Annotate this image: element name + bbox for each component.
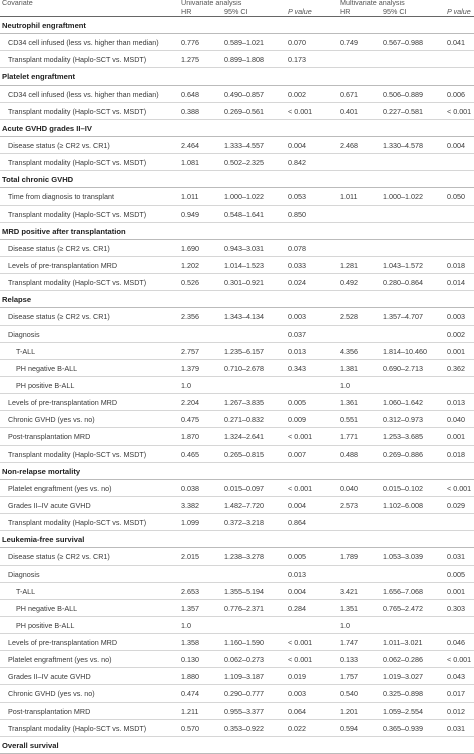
- section-heading: Total chronic GVHD: [2, 175, 74, 185]
- cell-multivariate-hr: 2.528: [340, 312, 358, 322]
- cell-multivariate-ci: 1.656–7.068: [383, 586, 423, 596]
- cell-multivariate-p: < 0.001: [447, 106, 472, 116]
- table-row: [0, 617, 474, 634]
- cell-univariate-ci: 1.014–1.523: [224, 260, 264, 270]
- cell-multivariate-hr: 4.356: [340, 346, 358, 356]
- cell-univariate-ci: 0.265–0.815: [224, 449, 264, 459]
- cell-multivariate-hr: 0.040: [340, 483, 358, 493]
- cell-multivariate-p: 0.001: [447, 432, 465, 442]
- cell-univariate-p: 0.004: [288, 140, 306, 150]
- cell-univariate-p: 0.037: [288, 329, 306, 339]
- cell-univariate-p: 0.002: [288, 89, 306, 99]
- cell-univariate-p: 0.033: [288, 260, 306, 270]
- cell-multivariate-ci: 0.690–2.713: [383, 363, 423, 373]
- table-row: [0, 154, 474, 171]
- section-heading-row: [0, 17, 474, 34]
- header-univariate-p: P value: [288, 7, 312, 16]
- table-row: [0, 51, 474, 68]
- covariate-label: Grades II–IV acute GVHD: [8, 500, 91, 510]
- cell-multivariate-hr: 1.351: [340, 603, 358, 613]
- covariate-label: Levels of pre-transplantation MRD: [8, 398, 118, 408]
- cell-multivariate-ci: 0.015–0.102: [383, 483, 423, 493]
- table-row: [0, 257, 474, 274]
- header-univariate-ci: 95% CI: [224, 7, 248, 16]
- table-row: [0, 720, 474, 737]
- cell-univariate-p: 0.024: [288, 278, 306, 288]
- table-row: [0, 548, 474, 565]
- covariate-label: Grades II–IV acute GVHD: [8, 672, 91, 682]
- cell-univariate-ci: 0.502–2.325: [224, 158, 264, 168]
- table-row: [0, 600, 474, 617]
- cell-multivariate-p: 0.018: [447, 260, 465, 270]
- covariate-label: Transplant modality (Haplo-SCT vs. MSDT): [8, 106, 147, 116]
- cell-univariate-ci: 1.482–7.720: [224, 500, 264, 510]
- cell-univariate-hr: 0.475: [181, 415, 199, 425]
- table-row: [0, 514, 474, 531]
- section-heading-row: [0, 737, 474, 754]
- cell-multivariate-ci: 1.043–1.572: [383, 260, 423, 270]
- cell-univariate-ci: 1.343–4.134: [224, 312, 264, 322]
- cell-univariate-p: 0.013: [288, 346, 306, 356]
- covariate-label: Disease status (≥ CR2 vs. CR1): [8, 140, 110, 150]
- cell-univariate-hr: 0.776: [181, 38, 199, 48]
- cell-multivariate-hr: 0.401: [340, 106, 358, 116]
- cell-univariate-hr: 1.870: [181, 432, 199, 442]
- header-multivariate-hr: HR: [340, 7, 351, 16]
- table-row: [0, 188, 474, 205]
- cell-univariate-hr: 0.474: [181, 689, 199, 699]
- cell-univariate-hr: 0.648: [181, 89, 199, 99]
- cell-univariate-hr: 0.038: [181, 483, 199, 493]
- section-heading-row: [0, 171, 474, 188]
- cell-multivariate-hr: 1.201: [340, 706, 358, 716]
- cell-multivariate-hr: 1.0: [340, 380, 350, 390]
- table-header: [0, 0, 474, 17]
- header-multivariate-ci: 95% CI: [383, 7, 407, 16]
- cell-univariate-p: 0.003: [288, 689, 306, 699]
- cell-univariate-ci: 1.235–6.157: [224, 346, 264, 356]
- cell-univariate-ci: 1.355–5.194: [224, 586, 264, 596]
- cell-univariate-ci: 0.271–0.832: [224, 415, 264, 425]
- cell-multivariate-hr: 0.551: [340, 415, 358, 425]
- section-heading: Relapse: [2, 295, 32, 305]
- cell-univariate-p: 0.343: [288, 363, 306, 373]
- covariate-label: Levels of pre-transplantation MRD: [8, 638, 118, 648]
- table-row: [0, 34, 474, 51]
- covariate-label: Transplant modality (Haplo-SCT vs. MSDT): [8, 55, 147, 65]
- cell-multivariate-p: 0.014: [447, 278, 465, 288]
- cell-univariate-p: < 0.001: [288, 432, 313, 442]
- cell-multivariate-ci: 1.330–4.578: [383, 140, 423, 150]
- table-row: [0, 360, 474, 377]
- cell-multivariate-hr: 1.789: [340, 552, 358, 562]
- table-row: [0, 394, 474, 411]
- cell-univariate-hr: 1.211: [181, 706, 199, 716]
- cell-univariate-ci: 0.290–0.777: [224, 689, 264, 699]
- table-row: [0, 428, 474, 445]
- covariate-label: Diagnosis: [8, 329, 40, 339]
- cell-multivariate-p: 0.001: [447, 346, 465, 356]
- cell-univariate-ci: 0.015–0.097: [224, 483, 264, 493]
- cell-univariate-p: 0.284: [288, 603, 306, 613]
- covariate-label: T-ALL: [16, 346, 36, 356]
- section-heading: Neutrophil engraftment: [2, 21, 86, 30]
- table-row: [0, 668, 474, 685]
- cell-univariate-hr: 1.358: [181, 638, 199, 648]
- table-row: [0, 206, 474, 223]
- cell-multivariate-p: 0.006: [447, 89, 465, 99]
- cell-univariate-hr: 1.690: [181, 243, 199, 253]
- cell-multivariate-hr: 1.747: [340, 638, 358, 648]
- cell-univariate-p: < 0.001: [288, 106, 313, 116]
- cell-univariate-p: 0.053: [288, 192, 306, 202]
- cell-multivariate-ci: 0.062–0.286: [383, 655, 423, 665]
- section-heading-row: [0, 223, 474, 240]
- cell-univariate-hr: 1.0: [181, 380, 191, 390]
- section-heading: Platelet engraftment: [2, 72, 76, 82]
- section-heading-row: [0, 291, 474, 308]
- cell-univariate-ci: 0.269–0.561: [224, 106, 264, 116]
- cell-univariate-hr: 1.099: [181, 518, 199, 528]
- cell-multivariate-ci: 1.357–4.707: [383, 312, 423, 322]
- cell-multivariate-hr: 0.594: [340, 723, 358, 733]
- cell-univariate-ci: 0.589–1.021: [224, 38, 264, 48]
- table-row: [0, 497, 474, 514]
- cell-multivariate-ci: 1.011–3.021: [383, 638, 423, 648]
- table-row: [0, 308, 474, 325]
- cell-univariate-ci: 0.062–0.273: [224, 655, 264, 665]
- cell-univariate-hr: 1.202: [181, 260, 199, 270]
- cell-multivariate-p: 0.041: [447, 38, 465, 48]
- section-heading: Acute GVHD grades II–IV: [2, 123, 92, 133]
- cell-univariate-ci: 1.000–1.022: [224, 192, 264, 202]
- cell-univariate-ci: 0.955–3.377: [224, 706, 264, 716]
- covariate-label: Disease status (≥ CR2 vs. CR1): [8, 243, 110, 253]
- cell-univariate-p: 0.173: [288, 55, 306, 65]
- table-row: [0, 411, 474, 428]
- cell-multivariate-p: 0.012: [447, 706, 465, 716]
- cell-univariate-hr: 1.880: [181, 672, 199, 682]
- header-covariate: Covariate: [2, 0, 33, 7]
- table-row: [0, 480, 474, 497]
- covariate-label: Chronic GVHD (yes vs. no): [8, 415, 95, 425]
- header-univariate: Univariate analysis: [181, 0, 242, 7]
- cell-univariate-p: < 0.001: [288, 483, 313, 493]
- cell-univariate-p: 0.864: [288, 518, 306, 528]
- cell-multivariate-p: 0.017: [447, 689, 465, 699]
- cell-multivariate-ci: 1.000–1.022: [383, 192, 423, 202]
- cell-multivariate-hr: 1.771: [340, 432, 358, 442]
- covariate-label: CD34 cell infused (less vs. higher than median): [8, 89, 159, 99]
- cell-multivariate-p: 0.004: [447, 140, 465, 150]
- cell-univariate-hr: 0.465: [181, 449, 199, 459]
- cell-univariate-ci: 0.301–0.921: [224, 278, 264, 288]
- cell-univariate-hr: 0.949: [181, 209, 199, 219]
- cell-univariate-ci: 1.267–3.835: [224, 398, 264, 408]
- cell-multivariate-hr: 1.011: [340, 192, 358, 202]
- cell-multivariate-p: 0.046: [447, 638, 465, 648]
- covariate-label: Transplant modality (Haplo-SCT vs. MSDT): [8, 209, 147, 219]
- cell-multivariate-ci: 0.280–0.864: [383, 278, 423, 288]
- cell-univariate-hr: 1.275: [181, 55, 199, 65]
- covariate-label: Transplant modality (Haplo-SCT vs. MSDT): [8, 158, 147, 168]
- cell-multivariate-ci: 0.227–0.581: [383, 106, 423, 116]
- covariate-label: PH positive B-ALL: [16, 380, 75, 390]
- section-heading: MRD positive after transplantation: [2, 226, 126, 236]
- cell-multivariate-ci: 1.060–1.642: [383, 398, 423, 408]
- cell-univariate-hr: 1.357: [181, 603, 199, 613]
- cell-univariate-hr: 1.081: [181, 158, 199, 168]
- table-row: [0, 274, 474, 291]
- cell-univariate-p: 0.004: [288, 500, 306, 510]
- cell-multivariate-hr: 0.133: [340, 655, 358, 665]
- section-heading: Leukemia-free survival: [2, 535, 85, 545]
- covariate-label: Disease status (≥ CR2 vs. CR1): [8, 552, 110, 562]
- cell-univariate-hr: 1.379: [181, 363, 199, 373]
- cell-univariate-p: 0.013: [288, 569, 306, 579]
- cell-multivariate-hr: 2.573: [340, 500, 358, 510]
- cell-multivariate-ci: 1.059–2.554: [383, 706, 423, 716]
- section-heading-row: [0, 531, 474, 548]
- cell-multivariate-hr: 2.468: [340, 140, 358, 150]
- section-heading-row: [0, 120, 474, 137]
- covariate-label: PH negative B-ALL: [16, 603, 78, 613]
- cell-univariate-p: 0.007: [288, 449, 306, 459]
- cell-univariate-ci: 1.109–3.187: [224, 672, 264, 682]
- table-row: [0, 566, 474, 583]
- cell-univariate-ci: 1.160–1.590: [224, 638, 264, 648]
- covariate-label: Platelet engraftment (yes vs. no): [8, 483, 112, 493]
- cell-multivariate-p: 0.303: [447, 603, 465, 613]
- cell-multivariate-ci: 1.814–10.460: [383, 346, 427, 356]
- cell-univariate-hr: 1.0: [181, 620, 191, 630]
- header-multivariate: Multivariate analysis: [340, 0, 405, 7]
- table-row: [0, 703, 474, 720]
- table-row: [0, 583, 474, 600]
- cell-multivariate-p: 0.003: [447, 312, 465, 322]
- table-row: [0, 326, 474, 343]
- covariate-label: Platelet engraftment (yes vs. no): [8, 655, 112, 665]
- cell-univariate-p: 0.005: [288, 552, 306, 562]
- cell-univariate-ci: 0.372–3.218: [224, 518, 264, 528]
- covariate-label: T-ALL: [16, 586, 36, 596]
- cell-multivariate-p: 0.031: [447, 723, 465, 733]
- cell-univariate-ci: 1.324–2.641: [224, 432, 264, 442]
- cell-univariate-ci: 1.333–4.557: [224, 140, 264, 150]
- cell-multivariate-p: < 0.001: [447, 655, 472, 665]
- cell-univariate-p: 0.009: [288, 415, 306, 425]
- cell-univariate-ci: 0.548–1.641: [224, 209, 264, 219]
- covariate-label: PH positive B-ALL: [16, 620, 75, 630]
- cell-multivariate-ci: 0.365–0.939: [383, 723, 423, 733]
- table-row: [0, 240, 474, 257]
- cell-univariate-hr: 2.653: [181, 586, 199, 596]
- cell-multivariate-p: 0.031: [447, 552, 465, 562]
- cell-univariate-p: 0.005: [288, 398, 306, 408]
- cell-multivariate-hr: 0.749: [340, 38, 358, 48]
- cell-univariate-ci: 0.899–1.808: [224, 55, 264, 65]
- cell-univariate-ci: 0.943–3.031: [224, 243, 264, 253]
- cell-multivariate-p: 0.050: [447, 192, 465, 202]
- cell-univariate-ci: 0.710–2.678: [224, 363, 264, 373]
- table-body: [0, 17, 474, 754]
- covariate-label: Post-transplantation MRD: [8, 706, 91, 716]
- cell-multivariate-p: 0.362: [447, 363, 465, 373]
- header-univariate-hr: HR: [181, 7, 192, 16]
- cell-univariate-ci: 0.353–0.922: [224, 723, 264, 733]
- cell-multivariate-hr: 3.421: [340, 586, 358, 596]
- header-multivariate-p: P value: [447, 7, 471, 16]
- cell-multivariate-hr: 0.540: [340, 689, 358, 699]
- cell-univariate-ci: 0.776–2.371: [224, 603, 264, 613]
- cell-univariate-p: < 0.001: [288, 655, 313, 665]
- covariate-label: Transplant modality (Haplo-SCT vs. MSDT): [8, 723, 147, 733]
- cell-multivariate-p: 0.043: [447, 672, 465, 682]
- table-row: [0, 651, 474, 668]
- cell-multivariate-ci: 1.019–3.027: [383, 672, 423, 682]
- cell-univariate-p: 0.022: [288, 723, 306, 733]
- cell-univariate-hr: 3.382: [181, 500, 199, 510]
- cell-univariate-ci: 1.238–3.278: [224, 552, 264, 562]
- cell-univariate-p: 0.070: [288, 38, 306, 48]
- table-row: [0, 103, 474, 120]
- cell-univariate-hr: 1.011: [181, 192, 199, 202]
- cell-univariate-p: 0.078: [288, 243, 306, 253]
- covariate-label: Post-transplantation MRD: [8, 432, 91, 442]
- section-heading: Overall survival: [2, 740, 59, 750]
- cell-multivariate-ci: 0.312–0.973: [383, 415, 423, 425]
- table-row: [0, 377, 474, 394]
- cell-multivariate-ci: 0.765–2.472: [383, 603, 423, 613]
- covariate-label: Diagnosis: [8, 569, 40, 579]
- cell-univariate-hr: 0.526: [181, 278, 199, 288]
- cell-multivariate-p: 0.029: [447, 500, 465, 510]
- cell-univariate-p: 0.850: [288, 209, 306, 219]
- table-row: [0, 634, 474, 651]
- cell-multivariate-p: 0.018: [447, 449, 465, 459]
- cell-multivariate-hr: 1.757: [340, 672, 358, 682]
- cell-multivariate-ci: 0.567–0.988: [383, 38, 423, 48]
- cell-multivariate-ci: 0.269–0.886: [383, 449, 423, 459]
- covariate-label: PH negative B-ALL: [16, 363, 78, 373]
- table-row: [0, 86, 474, 103]
- cell-multivariate-ci: 1.053–3.039: [383, 552, 423, 562]
- cell-univariate-hr: 2.015: [181, 552, 199, 562]
- table-row: [0, 137, 474, 154]
- cell-univariate-hr: 2.356: [181, 312, 199, 322]
- cell-multivariate-ci: 1.253–3.685: [383, 432, 423, 442]
- covariate-label: Transplant modality (Haplo-SCT vs. MSDT): [8, 518, 147, 528]
- cell-multivariate-p: < 0.001: [447, 483, 472, 493]
- cell-univariate-p: 0.003: [288, 312, 306, 322]
- cell-multivariate-p: 0.013: [447, 398, 465, 408]
- cell-univariate-p: 0.019: [288, 672, 306, 682]
- cell-multivariate-p: 0.002: [447, 329, 465, 339]
- cell-multivariate-hr: 1.281: [340, 260, 358, 270]
- section-heading-row: [0, 68, 474, 85]
- cell-univariate-hr: 0.388: [181, 106, 199, 116]
- cell-univariate-p: < 0.001: [288, 638, 313, 648]
- cell-univariate-p: 0.842: [288, 158, 306, 168]
- cell-univariate-hr: 0.570: [181, 723, 199, 733]
- cell-univariate-hr: 2.757: [181, 346, 199, 356]
- cell-univariate-hr: 0.130: [181, 655, 199, 665]
- cell-multivariate-hr: 0.488: [340, 449, 358, 459]
- section-heading-row: [0, 463, 474, 480]
- covariate-label: Transplant modality (Haplo-SCT vs. MSDT): [8, 449, 147, 459]
- cell-multivariate-p: 0.001: [447, 586, 465, 596]
- table-row: [0, 343, 474, 360]
- cell-multivariate-hr: 0.671: [340, 89, 358, 99]
- cell-multivariate-hr: 1.0: [340, 620, 350, 630]
- cell-multivariate-hr: 1.381: [340, 363, 358, 373]
- cell-univariate-hr: 2.464: [181, 140, 199, 150]
- cell-multivariate-ci: 0.325–0.898: [383, 689, 423, 699]
- cell-univariate-hr: 2.204: [181, 398, 199, 408]
- covariate-label: CD34 cell infused (less vs. higher than median): [8, 38, 159, 48]
- cell-univariate-p: 0.064: [288, 706, 306, 716]
- cell-multivariate-hr: 1.361: [340, 398, 358, 408]
- covariate-label: Time from diagnosis to transplant: [8, 192, 114, 202]
- covariate-label: Chronic GVHD (yes vs. no): [8, 689, 95, 699]
- table-row: [0, 446, 474, 463]
- covariate-label: Transplant modality (Haplo-SCT vs. MSDT): [8, 278, 147, 288]
- cell-multivariate-p: 0.005: [447, 569, 465, 579]
- cell-univariate-p: 0.004: [288, 586, 306, 596]
- covariate-label: Disease status (≥ CR2 vs. CR1): [8, 312, 110, 322]
- cell-multivariate-hr: 0.492: [340, 278, 358, 288]
- cell-multivariate-ci: 0.506–0.889: [383, 89, 423, 99]
- cell-multivariate-ci: 1.102–6.008: [383, 500, 423, 510]
- section-heading: Non-relapse mortality: [2, 466, 81, 476]
- cell-multivariate-p: 0.040: [447, 415, 465, 425]
- table-row: [0, 685, 474, 702]
- covariate-label: Levels of pre-transplantation MRD: [8, 260, 118, 270]
- cell-univariate-ci: 0.490–0.857: [224, 89, 264, 99]
